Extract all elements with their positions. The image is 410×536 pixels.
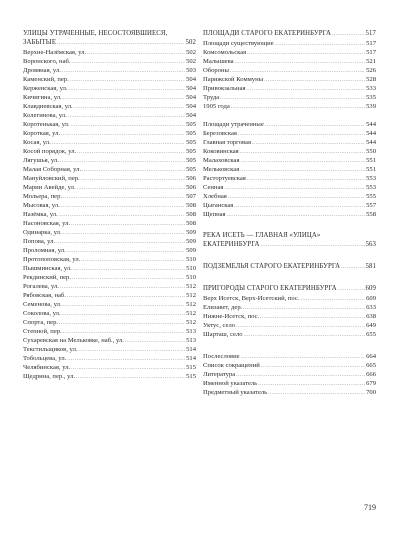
toc-page: 509 <box>186 228 196 236</box>
toc-page: 563 <box>365 240 376 248</box>
toc-title: Каменский, пер. <box>23 75 69 83</box>
leader-dots <box>87 49 185 58</box>
leader-dots <box>300 295 365 304</box>
page-number: 719 <box>364 503 376 512</box>
toc-entry <box>203 303 376 312</box>
toc-title: Воронского, наб. <box>23 57 71 65</box>
toc-page: 550 <box>366 148 376 155</box>
toc-title: Цыганская <box>203 202 234 209</box>
leader-dots <box>261 362 365 371</box>
toc-page: 506 <box>186 174 196 182</box>
toc-title: Хлебная <box>203 193 227 200</box>
toc-page: 535 <box>366 94 376 101</box>
toc-page: 505 <box>186 147 196 155</box>
toc-entry <box>23 345 196 354</box>
spacer <box>203 111 376 120</box>
toc-entry <box>23 66 196 75</box>
toc-page: 528 <box>366 76 376 83</box>
leader-dots <box>220 94 365 103</box>
leader-dots <box>246 85 365 94</box>
toc-title: Труда <box>203 94 220 101</box>
leader-dots <box>63 94 185 103</box>
section-heading-squares <box>203 30 376 39</box>
toc-title: Мольера, пер. <box>23 192 63 200</box>
toc-page: 517 <box>366 49 376 56</box>
leader-dots <box>275 40 365 49</box>
section-heading-streets <box>23 39 196 48</box>
toc-page: 558 <box>366 211 376 218</box>
toc-title: Щепная <box>203 211 226 218</box>
leader-dots <box>62 67 185 76</box>
toc-entry <box>203 147 376 156</box>
toc-page: 515 <box>186 372 196 380</box>
toc-entry <box>23 201 196 210</box>
toc-title: Сухаревская на Мельковке, наб., ул. <box>23 336 124 344</box>
leader-dots <box>69 85 186 94</box>
leader-dots <box>234 202 365 211</box>
toc-entry <box>23 93 196 102</box>
toc-entry <box>23 57 196 66</box>
toc-title: Коковинская <box>203 148 239 155</box>
leader-dots <box>59 319 185 328</box>
leader-dots <box>236 322 365 331</box>
toc-entry <box>23 183 196 192</box>
toc-title: ЕКАТЕРИНБУРГА <box>203 240 260 248</box>
leader-dots <box>72 58 186 67</box>
toc-page: 503 <box>186 66 196 74</box>
toc-title: Шарташ, село <box>203 330 243 338</box>
toc-title: Площади утраченные <box>203 121 264 128</box>
toc-title: Колегинова, ул. <box>23 111 67 119</box>
toc-page: 512 <box>186 300 196 308</box>
toc-title: Протопоповская, ул. <box>23 255 81 263</box>
toc-title: Косая, ул. <box>23 138 51 146</box>
toc-page: 506 <box>186 183 196 191</box>
toc-title: Соколова, ул. <box>23 309 61 317</box>
toc-title: ЗАБЫТЫЕ <box>23 38 57 46</box>
toc-entry <box>203 48 376 57</box>
toc-page: 555 <box>366 193 376 200</box>
leader-dots <box>76 373 185 382</box>
section-heading-underground <box>203 263 376 272</box>
leader-dots <box>67 292 185 301</box>
toc-page: 609 <box>365 284 376 292</box>
toc-entry <box>23 48 196 57</box>
toc-title: Площади существующие <box>203 40 274 47</box>
toc-page: 502 <box>186 57 196 65</box>
toc-page: 505 <box>186 156 196 164</box>
leader-dots <box>79 346 186 355</box>
toc-title: Главная торговая <box>203 139 251 146</box>
toc-page: 544 <box>366 139 376 146</box>
toc-entry <box>203 312 376 321</box>
toc-title: Список сокращений <box>203 361 260 369</box>
leader-dots <box>231 103 365 112</box>
toc-entry <box>23 129 196 138</box>
toc-entry <box>23 300 196 309</box>
toc-page: 504 <box>186 75 196 83</box>
leader-dots <box>61 130 185 139</box>
toc-page: 581 <box>365 262 376 270</box>
toc-title: Послесловие <box>203 352 240 360</box>
squares-existing-list <box>203 39 376 111</box>
spacer <box>203 272 376 285</box>
toc-page: 514 <box>186 345 196 353</box>
leader-dots <box>56 238 185 247</box>
toc-entry <box>23 210 196 219</box>
toc-title: Верх Исетск, Верх-Исетский, пос. <box>203 294 300 302</box>
spacer <box>203 250 376 263</box>
toc-entry <box>203 330 376 339</box>
toc-title: Литература <box>203 370 236 378</box>
toc-entry <box>203 84 376 93</box>
toc-title: Рябовская, наб. <box>23 291 66 299</box>
toc-page: 679 <box>366 379 376 387</box>
toc-page: 505 <box>186 120 196 128</box>
toc-page: 526 <box>366 67 376 74</box>
leader-dots <box>77 148 185 157</box>
toc-page: 513 <box>186 336 196 344</box>
leader-dots <box>59 211 185 220</box>
toc-page: 505 <box>186 129 196 137</box>
toc-title: Предметный указатель <box>203 388 268 396</box>
toc-page: 649 <box>366 321 376 329</box>
leader-dots <box>68 112 185 121</box>
leader-dots <box>81 256 185 265</box>
toc-page: 512 <box>186 282 196 290</box>
toc-entry <box>23 120 196 129</box>
toc-title: Малышева <box>203 58 234 65</box>
toc-entry <box>203 57 376 66</box>
toc-title: Лягушья, ул. <box>23 156 59 164</box>
toc-page: 505 <box>186 165 196 173</box>
leader-dots <box>341 264 364 273</box>
toc-page: 517 <box>366 40 376 47</box>
toc-page: 666 <box>366 370 376 378</box>
toc-entry <box>23 237 196 246</box>
section-heading-river-line1: РЕКА ИСЕТЬ — ГЛАВНАЯ «УЛИЦА» <box>203 232 321 239</box>
toc-entry <box>23 102 196 111</box>
toc-title: Мысовая, ул. <box>23 201 60 209</box>
toc-entry <box>23 372 196 381</box>
leader-dots <box>67 355 185 364</box>
toc-title: Березовская <box>203 130 237 137</box>
toc-entry <box>23 327 196 336</box>
toc-page: 557 <box>366 202 376 209</box>
leader-dots <box>261 242 365 251</box>
spacer <box>203 339 376 352</box>
toc-entry <box>23 165 196 174</box>
toc-title: Марии Авейде, ул. <box>23 183 76 191</box>
toc-page: 505 <box>186 138 196 146</box>
toc-entry <box>23 174 196 183</box>
toc-page: 517 <box>365 30 376 37</box>
toc-page: 512 <box>186 291 196 299</box>
toc-entry <box>203 120 376 129</box>
leader-dots <box>332 31 365 40</box>
leader-dots <box>252 139 365 148</box>
toc-page: 553 <box>366 184 376 191</box>
suburbs-list <box>203 294 376 339</box>
toc-entry <box>23 264 196 273</box>
leader-dots <box>63 301 186 310</box>
toc-page: 504 <box>186 84 196 92</box>
toc-entry <box>23 138 196 147</box>
toc-page: 514 <box>186 354 196 362</box>
toc-entry <box>23 363 196 372</box>
toc-title: Короткая, ул. <box>23 129 61 137</box>
toc-title: Мельковская <box>203 166 240 173</box>
toc-entry <box>203 370 376 379</box>
leader-dots <box>240 166 365 175</box>
toc-entry <box>203 352 376 361</box>
toc-title: Уктус, село <box>203 321 236 329</box>
toc-entry <box>203 294 376 303</box>
toc-entry <box>203 165 376 174</box>
toc-title: Одинарка, ул. <box>23 228 62 236</box>
toc-title: Именной указатель <box>203 379 258 387</box>
leader-dots <box>125 337 185 346</box>
toc-title: Рогалева, ул. <box>23 282 59 290</box>
toc-entry <box>203 174 376 183</box>
toc-entry <box>203 93 376 102</box>
toc-page: 513 <box>186 327 196 335</box>
toc-title: Косой порядок, ул. <box>23 147 77 155</box>
leader-dots <box>260 313 365 322</box>
toc-page: 510 <box>186 273 196 281</box>
toc-page: 509 <box>186 237 196 245</box>
leader-dots <box>70 76 185 85</box>
left-column <box>23 30 196 381</box>
leader-dots <box>61 202 185 211</box>
toc-page: 504 <box>186 93 196 101</box>
toc-title: Текстильщиков, ул. <box>23 345 78 353</box>
toc-entry <box>203 201 376 210</box>
squares-lost-list <box>203 120 376 219</box>
leader-dots <box>81 175 185 184</box>
leader-dots <box>72 274 185 283</box>
leader-dots <box>62 310 186 319</box>
spacer <box>203 219 376 232</box>
toc-title: Щедрина, пер., ул. <box>23 372 76 380</box>
toc-entry <box>23 84 196 93</box>
toc-entry <box>23 309 196 318</box>
toc-title: Привокзальная <box>203 85 246 92</box>
right-column <box>203 30 376 397</box>
toc-page: 509 <box>186 246 196 254</box>
toc-entry <box>23 111 196 120</box>
section-heading-streets-line1: УЛИЦЫ УТРАЧЕННЫЕ, НЕСОСТОЯВШИЕСЯ, <box>23 30 168 37</box>
section-heading-suburbs <box>203 285 376 294</box>
leader-dots <box>77 184 186 193</box>
leader-dots <box>82 166 185 175</box>
toc-entry <box>23 255 196 264</box>
leader-dots <box>227 211 366 220</box>
toc-title: Насоновская, ул. <box>23 219 71 227</box>
toc-entry <box>203 129 376 138</box>
toc-page: 502 <box>185 38 196 46</box>
leader-dots <box>74 103 185 112</box>
toc-entry <box>203 156 376 165</box>
toc-entry <box>203 388 376 397</box>
toc-title: 1905 года <box>203 103 230 110</box>
toc-entry <box>203 192 376 201</box>
toc-title: ПРИГОРОДЫ СТАРОГО ЕКАТЕРИНБУРГА <box>203 284 337 292</box>
toc-entry <box>203 379 376 388</box>
toc-title: Малая Соборная, ул. <box>23 165 82 173</box>
toc-page: 539 <box>366 103 376 110</box>
toc-page: 664 <box>366 352 376 360</box>
toc-entry <box>23 291 196 300</box>
backmatter-list <box>203 352 376 397</box>
leader-dots <box>67 247 185 256</box>
leader-dots <box>338 286 365 295</box>
toc-page: 510 <box>186 255 196 263</box>
toc-page: 553 <box>366 175 376 182</box>
toc-title: Керженская, ул. <box>23 84 68 92</box>
toc-title: Назёмка, ул. <box>23 210 58 218</box>
section-heading-river <box>203 241 376 250</box>
toc-page: 504 <box>186 102 196 110</box>
toc-page: 665 <box>366 361 376 369</box>
toc-title: Коротенькая, ул. <box>23 120 70 128</box>
toc-page: 544 <box>366 130 376 137</box>
leader-dots <box>224 184 365 193</box>
toc-entry <box>203 210 376 219</box>
toc-page: 508 <box>186 219 196 227</box>
toc-entry <box>23 192 196 201</box>
leader-dots <box>244 331 366 340</box>
toc-entry <box>23 354 196 363</box>
leader-dots <box>63 193 185 202</box>
toc-entry <box>203 66 376 75</box>
toc-page: 700 <box>366 388 376 396</box>
toc-page: 533 <box>366 85 376 92</box>
toc-title: Спорта, пер. <box>23 318 59 326</box>
toc-entry <box>203 75 376 84</box>
toc-page: 515 <box>186 363 196 371</box>
leader-dots <box>258 380 365 389</box>
toc-title: Степной, пер. <box>23 327 62 335</box>
toc-page: 521 <box>366 58 376 65</box>
toc-title: Сенная <box>203 184 224 191</box>
leader-dots <box>60 283 185 292</box>
leader-dots <box>268 389 365 398</box>
toc-page: 512 <box>186 309 196 317</box>
toc-page: 655 <box>366 330 376 338</box>
toc-title: Парижской Коммуны <box>203 76 264 83</box>
toc-entry <box>23 273 196 282</box>
toc-page: 507 <box>186 192 196 200</box>
toc-entry <box>23 246 196 255</box>
toc-title: Обороны <box>203 67 229 74</box>
toc-page: 512 <box>186 318 196 326</box>
toc-page: 508 <box>186 210 196 218</box>
leader-dots <box>63 229 186 238</box>
leader-dots <box>240 157 365 166</box>
toc-entry <box>23 336 196 345</box>
toc-page: 609 <box>366 294 376 302</box>
toc-title: Семенова, ул. <box>23 300 62 308</box>
toc-page: 508 <box>186 201 196 209</box>
leader-dots <box>264 76 365 85</box>
leader-dots <box>71 220 185 229</box>
toc-title: Дровяная, ул. <box>23 66 61 74</box>
toc-entry <box>23 75 196 84</box>
toc-entry <box>203 102 376 111</box>
toc-entry <box>23 219 196 228</box>
toc-title: Тобольцева, ул. <box>23 354 67 362</box>
leader-dots <box>265 121 365 130</box>
toc-title: Малаховская <box>203 157 240 164</box>
leader-dots <box>73 265 185 274</box>
toc-title: Верхне-Назёмская, ул. <box>23 48 87 56</box>
toc-title: ПЛОЩАДИ СТАРОГО ЕКАТЕРИНБУРГА <box>203 30 331 37</box>
toc-entry <box>23 156 196 165</box>
leader-dots <box>243 304 365 313</box>
toc-entry <box>23 282 196 291</box>
toc-title: Растортуевская <box>203 175 246 182</box>
toc-page: 510 <box>186 264 196 272</box>
toc-title: ПОДЗЕМЕЛЬЯ СТАРОГО ЕКАТЕРИНБУРГА <box>203 262 341 270</box>
leader-dots <box>247 49 365 58</box>
toc-page: 551 <box>366 157 376 164</box>
leader-dots <box>71 121 186 130</box>
toc-title: Пышминская, ул. <box>23 264 72 272</box>
toc-title: Попова, ул. <box>23 237 56 245</box>
toc-title: Елизавет, дер. <box>203 303 243 311</box>
toc-entry <box>23 228 196 237</box>
toc-entry <box>203 39 376 48</box>
toc-title: Нижне-Исетск, пос. <box>203 312 260 320</box>
toc-title: Комсомольская <box>203 49 247 56</box>
toc-page: 544 <box>366 121 376 128</box>
toc-title: Рекдинский, пер. <box>23 273 72 281</box>
toc-title: Мануйловский, пер. <box>23 174 80 182</box>
leader-dots <box>247 175 365 184</box>
leader-dots <box>238 130 365 139</box>
streets-list <box>23 48 196 381</box>
toc-title: Кичигина, ул. <box>23 93 62 101</box>
toc-entry <box>203 138 376 147</box>
toc-title: Челябинская, ул. <box>23 363 71 371</box>
toc-page: 551 <box>366 166 376 173</box>
toc-page: 633 <box>366 303 376 311</box>
toc-entry <box>203 361 376 370</box>
toc-entry <box>203 321 376 330</box>
leader-dots <box>71 364 185 373</box>
toc-entry <box>23 318 196 327</box>
toc-page: 502 <box>186 48 196 56</box>
toc-entry <box>23 147 196 156</box>
toc-page: 638 <box>366 312 376 320</box>
leader-dots <box>235 58 366 67</box>
leader-dots <box>228 193 365 202</box>
toc-title: Клавдиевская, ул. <box>23 102 73 110</box>
toc-title: Проломная, ул. <box>23 246 66 254</box>
toc-entry <box>203 183 376 192</box>
leader-dots <box>240 148 365 157</box>
toc-page: 504 <box>186 111 196 119</box>
